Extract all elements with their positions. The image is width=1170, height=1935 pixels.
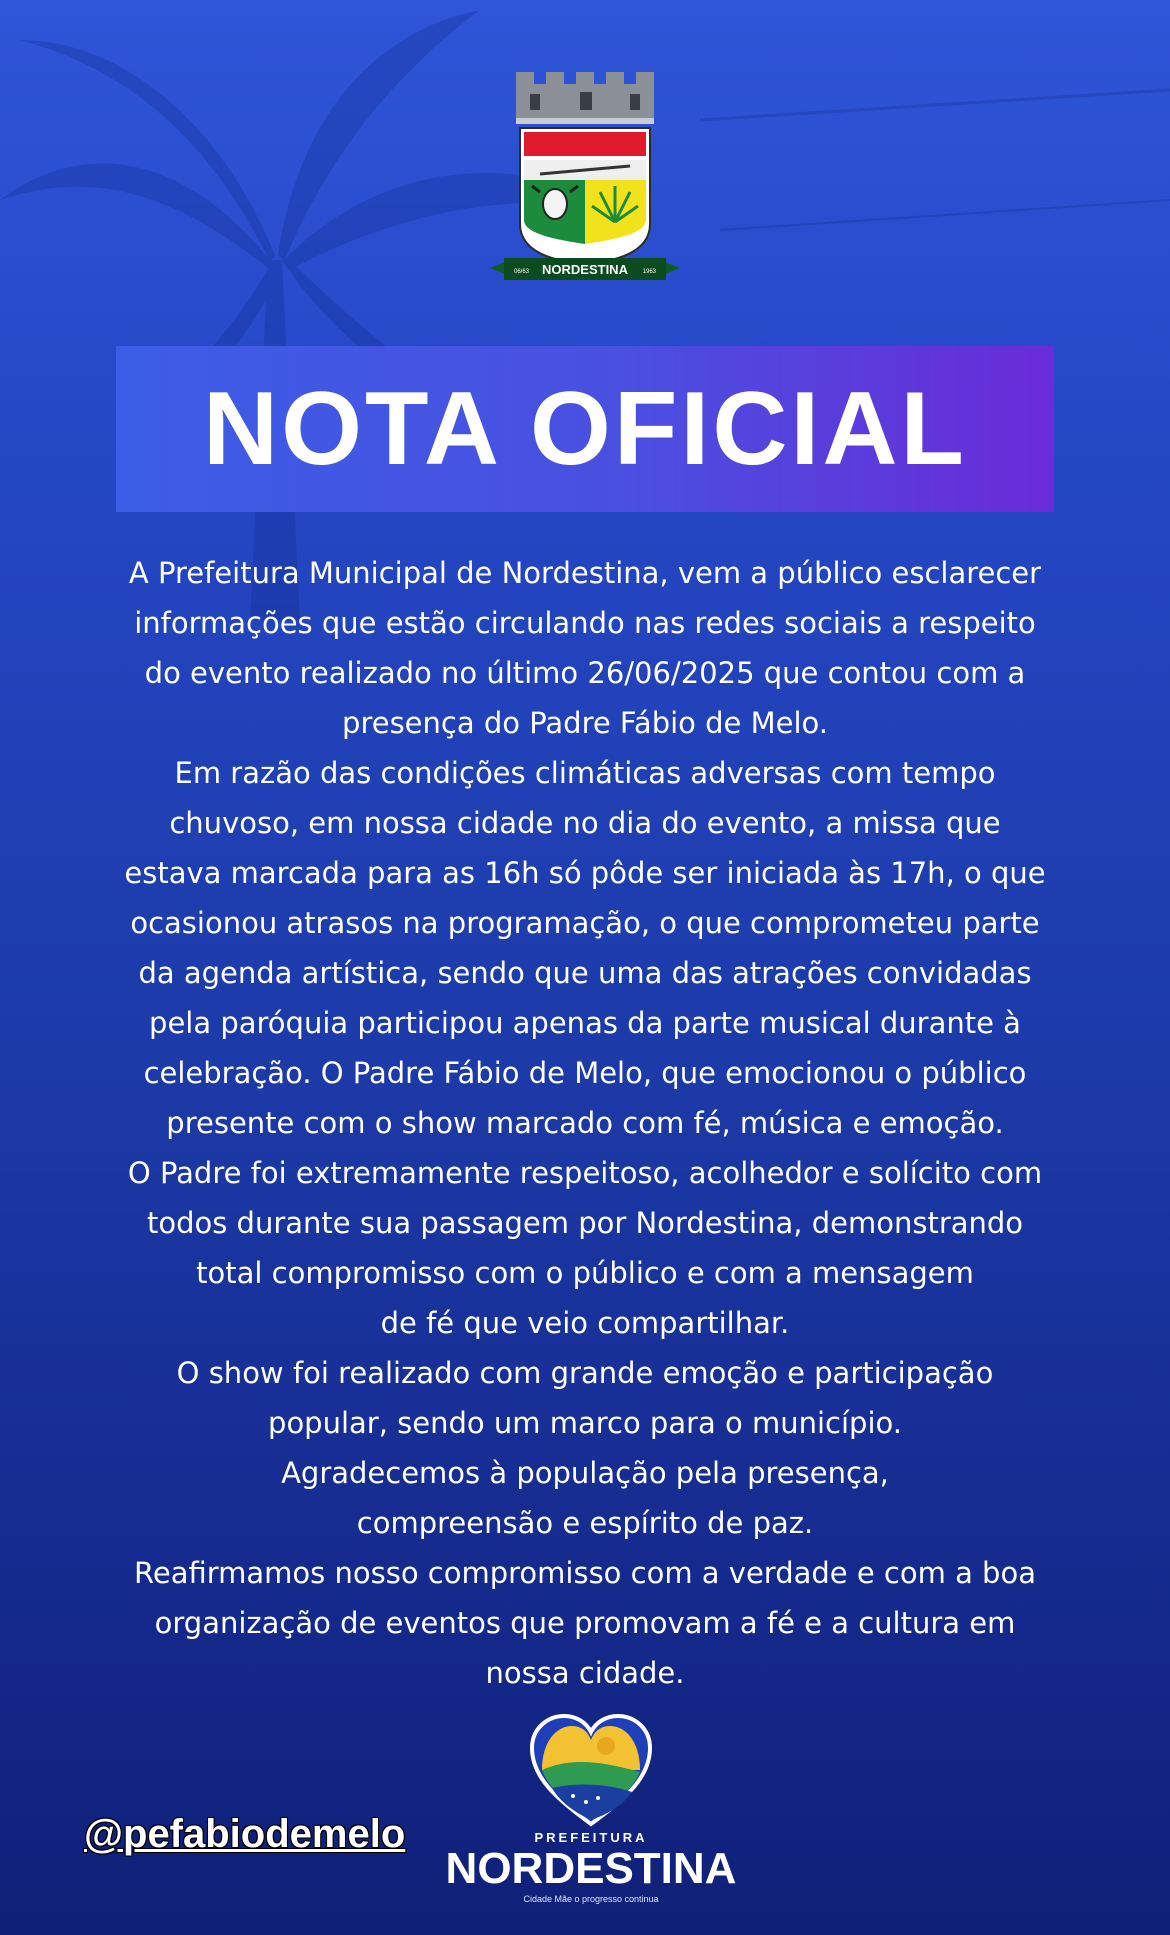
statement-line: O show foi realizado com grande emoção e participação [176, 1356, 994, 1390]
statement-line: popular, sendo um marco para o município. [268, 1406, 902, 1440]
statement-line: chuvoso, em nossa cidade no dia do evento, a missa que [169, 806, 1001, 840]
crest-ribbon-left: 06/63 [514, 269, 530, 275]
statement-line: A Prefeitura Municipal de Nordestina, vem a público esclarecer [128, 556, 1042, 590]
statement-line: da agenda artística, sendo que uma das atrações convidadas [138, 956, 1032, 990]
statement-body [40, 548, 1130, 1698]
statement-line: Em razão das condições climáticas adversas com tempo [174, 756, 996, 790]
statement-line: de fé que veio compartilhar. [380, 1306, 790, 1340]
statement-line: Agradecemos à população pela presença, [281, 1456, 889, 1490]
footer-prefeitura-label: PREFEITURA [534, 1830, 648, 1845]
footer-slogan: Cidade Mãe o progresso continua [523, 1894, 659, 1904]
statement-line: presença do Padre Fábio de Melo. [342, 706, 828, 740]
mention-handle[interactable]: @pefabiodemelo [84, 1812, 406, 1856]
page-title: NOTA OFICIAL [203, 370, 967, 487]
statement-line: estava marcada para as 16h só pôde ser iniciada às 17h, o que [124, 856, 1046, 890]
statement-line: O Padre foi extremamente respeitoso, acolhedor e solícito com [127, 1156, 1043, 1190]
statement-line: todos durante sua passagem por Nordestina, demonstrando [146, 1206, 1024, 1240]
statement-line: presente com o show marcado com fé, música e emoção. [166, 1106, 1004, 1140]
statement-line: compreensão e espírito de paz. [356, 1506, 814, 1540]
statement-line: organização de eventos que promovam a fé e a cultura em [154, 1606, 1016, 1640]
statement-line: ocasionou atrasos na programação, o que comprometeu parte [130, 906, 1040, 940]
statement-line: celebração. O Padre Fábio de Melo, que emocionou o público [143, 1056, 1027, 1090]
crest-ribbon-text: NORDESTINA [542, 262, 628, 277]
statement-line: do evento realizado no último 26/06/2025 que contou com a [144, 656, 1026, 690]
statement-line: pela paróquia participou apenas da parte musical durante à [149, 1006, 1021, 1040]
statement-line: informações que estão circulando nas redes sociais a respeito [134, 606, 1036, 640]
footer-city-name: NORDESTINA [445, 1844, 737, 1893]
statement-line: nossa cidade. [485, 1656, 685, 1690]
crest-ribbon-right: 1963 [642, 269, 656, 275]
statement-line: Reafirmamos nosso compromisso com a verdade e com a boa [134, 1556, 1036, 1590]
nordestina-crest [480, 64, 690, 304]
statement-line: total compromisso com o público e com a mensagem [196, 1256, 974, 1290]
title-banner [116, 346, 1054, 512]
heart-logo-icon [528, 1712, 654, 1830]
